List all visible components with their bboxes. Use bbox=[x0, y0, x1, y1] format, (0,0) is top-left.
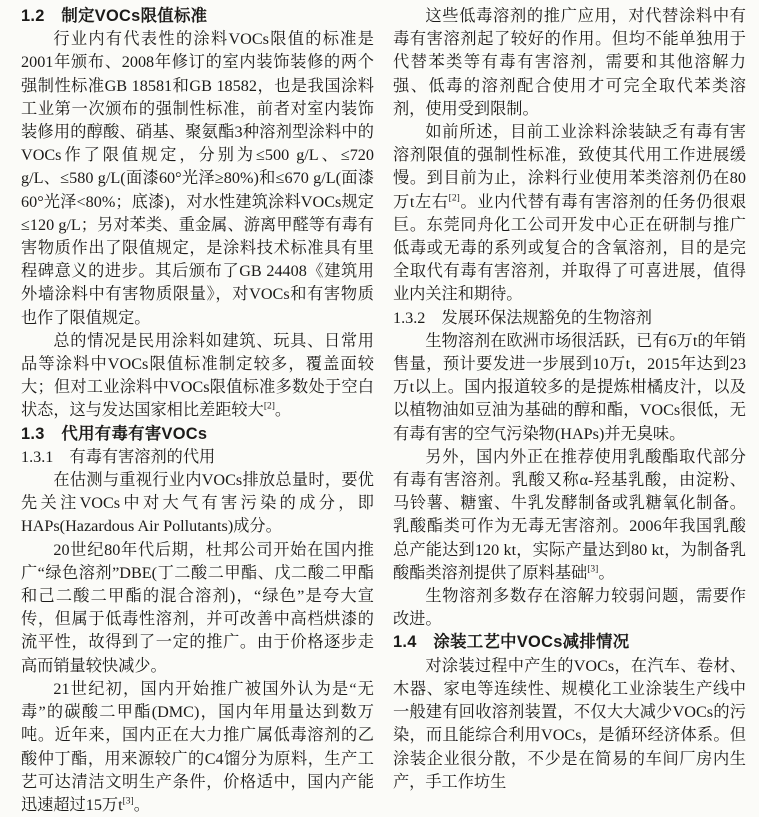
paragraph-text: 20世纪80年代后期，杜邦公司开始在国内推广“绿色溶剂”DBE(丁二酸二甲酯、戊二酸二甲酯和己二酸二甲酯的混合溶剂)，“绿色”是夸大宣传，但属于低毒性溶剂，并可改善中高档烘漆的流平性，故得到了一定的推广。由于价格逐步走高而销量较快减少。 bbox=[21, 540, 374, 675]
subsection-heading-1-3-1: 1.3.1 有毒有害溶剂的代用 bbox=[21, 447, 216, 466]
paragraph bbox=[393, 5, 746, 121]
paragraph-text: 。 bbox=[598, 563, 615, 582]
section-heading-1-3: 1.3 代用有毒有害VOCs bbox=[21, 424, 208, 443]
paragraph-text: 。业内代替有毒有害溶剂的任务仍很艰巨。东莞同舟化工公司开发中心正在研制与推广低毒或无毒的系列或复合的含氧溶剂，目的是完全取代有毒有害溶剂，并取得了可喜进展，值得业内关注和期待。 bbox=[393, 192, 747, 304]
citation-marker: [2] bbox=[448, 193, 460, 204]
paragraph bbox=[21, 539, 374, 678]
paragraph bbox=[393, 330, 746, 446]
paragraph-text: 生物溶剂在欧洲市场很活跃，已有6万t的年销售量，预计要发进一步展到10万t，2015年达到23万t以上。国内报道较多的是提炼柑橘皮汁，以及以植物油如豆油为基础的醇和酯，VOCs很低，无有毒有害的空气污染物(HAPs)并无臭味。 bbox=[393, 331, 746, 443]
paragraph-text: 如前所述，目前工业涂料涂装缺乏有毒有害溶剂限值的强制性标准，致使其代用工作进展缓慢。到目前为止，涂料行业使用苯类溶剂仍在80万t左右 bbox=[393, 123, 746, 211]
subsection-heading-1-3-2: 1.3.2 发展环保法规豁免的生物溶剂 bbox=[393, 308, 652, 327]
paragraph-text: 在估测与重视行业内VOCs排放总量时，要优先关注VOCs中对大气有害污染的成分，即HAPs(Hazardous Air Pollutants)成分。 bbox=[21, 471, 374, 536]
paragraph bbox=[393, 121, 746, 307]
paragraph bbox=[393, 585, 746, 631]
right-column bbox=[393, 5, 746, 817]
paragraph-text: 生物溶剂多数存在溶解力较弱问题，需要作改进。 bbox=[393, 587, 746, 629]
paragraph-text: 这些低毒溶剂的推广应用，对代替涂料中有毒有害溶剂起了较好的作用。但均不能单独用于代替苯类等有毒有害溶剂，需要和其他溶解力强、低毒的溶剂配合使用才可完全取代苯类溶剂，使用受到限制。 bbox=[393, 7, 746, 118]
section-heading-1-4: 1.4 涂装工艺中VOCs减排情况 bbox=[393, 633, 630, 652]
paragraph-text: 对涂装过程中产生的VOCs，在汽车、卷材、木器、家电等连续性、规模化工业涂装生产线中一般建有回收溶剂装置，不仅大大减少VOCs的污染，而且能综合利用VOCs，是循环经济体系。但涂装企业很分散，不少是在简易的车间厂房内生产，手工作坊生 bbox=[393, 656, 746, 791]
citation-marker: [2] bbox=[263, 402, 275, 413]
paragraph-text: 。 bbox=[274, 401, 292, 420]
citation-marker: [3] bbox=[587, 564, 599, 575]
paragraph bbox=[21, 330, 374, 423]
paragraph-text: 21世纪初，国内开始推广被国外认为是“无毒”的碳酸二甲酯(DMC)，国内年用量达到数万吨。近年来，国内正在大力推广属低毒溶剂的乙酸仲丁酯，用来源较广的C4馏分为原料，生产工艺可达清洁文明生产条件，价格适中，国内产能迅速超过15万t bbox=[21, 679, 374, 814]
paragraph bbox=[393, 446, 746, 585]
paragraph-text: 另外，国内外正在推荐使用乳酸酯取代部分有毒有害溶剂。乳酸又称α-羟基乳酸，由淀粉、马铃薯、糖蜜、牛乳发酵制备或乳糖氧化制备。乳酸酯类可作为无毒无害溶剂。2006年我国乳酸总产能达到120 kt，实际产量达到80 kt，为制备乳酸酯类溶剂提供了原料基础 bbox=[393, 447, 746, 582]
paragraph bbox=[21, 28, 374, 330]
paragraph-text: 总的情况是民用涂料如建筑、玩具、日常用品等涂料中VOCs限值标准制定较多，覆盖面较大；但对工业涂料中VOCs限值标准多数处于空白状态，这与发达国家相比差距较大 bbox=[21, 331, 374, 420]
paragraph bbox=[21, 678, 374, 817]
paragraph-text: 。 bbox=[133, 795, 150, 814]
citation-marker: [3] bbox=[122, 796, 134, 807]
paragraph bbox=[393, 655, 746, 794]
left-column bbox=[21, 5, 374, 817]
paragraph bbox=[21, 469, 374, 539]
paragraph-text: 行业内有代表性的涂料VOCs限值的标准是2001年颁布、2008年修订的室内装饰装修的两个强制性标准GB 18581和GB 18582，也是我国涂料工业第一次颁布的强制性标准，前者对室内装饰装修用的醇酸、硝基、聚氨酯3种溶剂型涂料中的VOCs作了限值规定，分别为≤500 g/L、≤720 g/L、≤580 g/L(面漆60°光泽≥80%)和≤670 g/L(面漆60°光泽<80%；底漆)，对水性建筑涂料VOCs规定≤120 g/L；另对苯类、重金属、游离甲醛等有毒有害物质作出了限值规定，是涂料技术标准具有里程碑意义的进步。其后颁布了GB 24408《建筑用外墙涂料中有害物质限量》，对VOCs和有害物质也作了限值规定。 bbox=[21, 30, 374, 327]
section-heading-1-2: 1.2 制定VOCs限值标准 bbox=[21, 7, 208, 25]
